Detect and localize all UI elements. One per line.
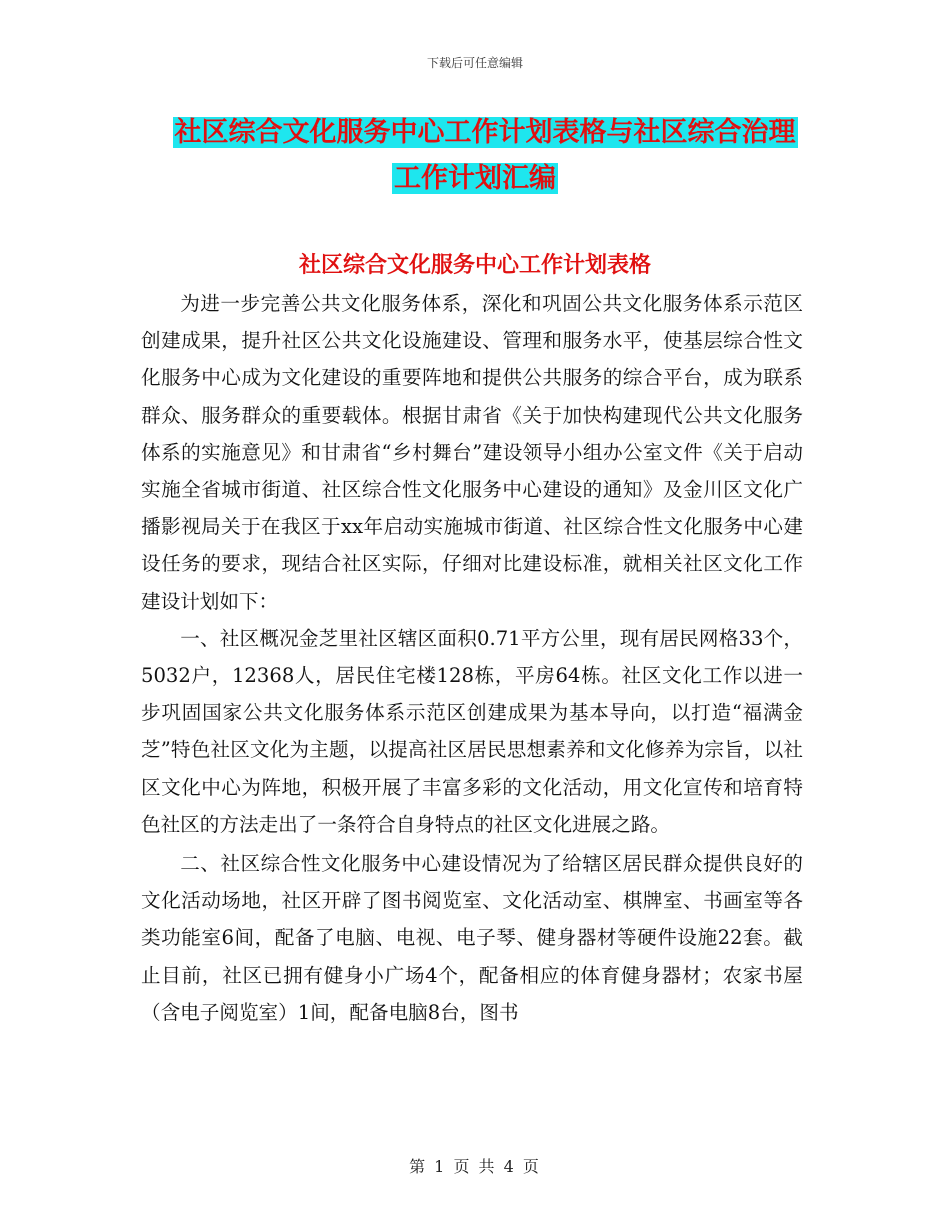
main-title-line2: 工作计划汇编	[394, 163, 556, 194]
header-note: 下载后可任意编辑	[426, 56, 523, 70]
section-title: 社区综合文化服务中心工作计划表格	[298, 253, 651, 278]
body-text	[141, 285, 803, 1031]
paragraph-overview: 一、社区概况金芝里社区辖区面积0.71平方公里，现有居民网格33个，5032户，12368人，居民住宅楼128栋，平房64栋。社区文化工作以进一步巩固国家公共文化服务体系示范区创建成果为基本导向，以打造“福满金芝”特色社区文化为主题，以提高社区居民思想素养和文化修养为宗旨，以社区文化中心为阵地，积极开展了丰富多彩的文化活动，用文化宣传和培育特色社区的方法走出了一条符合自身特点的社区文化进展之路。	[141, 626, 803, 836]
page-footer: 第 1 页 共 4 页	[409, 1157, 541, 1176]
main-title-line1: 社区综合文化服务中心工作计划表格与社区综合治理	[174, 117, 796, 148]
paragraph-intro: 为进一步完善公共文化服务体系，深化和巩固公共文化服务体系示范区创建成果，提升社区公共文化设施建设、管理和服务水平，使基层综合性文化服务中心成为文化建设的重要阵地和提供公共服务的综合平台，成为联系群众、服务群众的重要载体。根据甘肃省《关于加快构建现代公共文化服务体系的实施意见》和甘肃省“乡村舞台”建设领导小组办公室文件《关于启动实施全省城市街道、社区综合性文化服务中心建设的通知》及金川区文化广播影视局关于在我区于xx年启动实施城市街道、社区综合性文化服务中心建设任务的要求，现结合社区实际，仔细对比建设标准，就相关社区文化工作建设计划如下：	[141, 292, 803, 613]
paragraph-construction: 二、社区综合性文化服务中心建设情况为了给辖区居民群众提供良好的文化活动场地，社区开辟了图书阅览室、文化活动室、棋牌室、书画室等各类功能室6间，配备了电脑、电视、电子琴、健身器材等硬件设施22套。截止目前，社区已拥有健身小广场4个，配备相应的体育健身器材；农家书屋（含电子阅览室）1间，配备电脑8台，图书	[141, 852, 803, 1024]
main-title	[0, 110, 950, 202]
